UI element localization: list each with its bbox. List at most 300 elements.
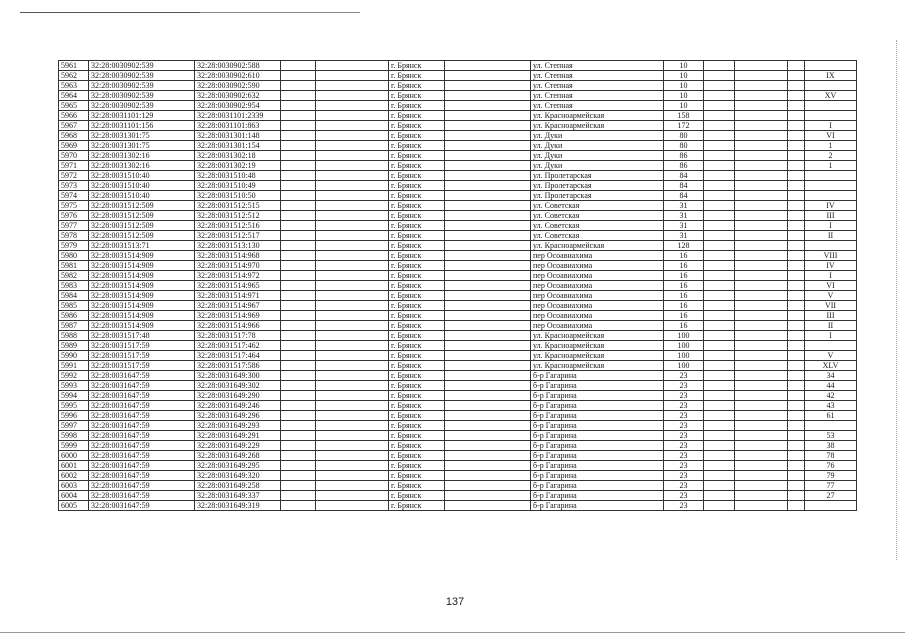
premises-number-cell: 27: [805, 491, 857, 501]
table-row: [59, 161, 857, 171]
empty-cell: [735, 231, 788, 241]
empty-cell: [735, 131, 788, 141]
premises-number-cell: III: [805, 311, 857, 321]
house-number-cell: 100: [664, 331, 704, 341]
house-number-cell: 23: [664, 451, 704, 461]
street-cell: б-р Гагарина: [531, 421, 664, 431]
empty-cell: [735, 81, 788, 91]
row-number: 5968: [59, 131, 89, 141]
empty-cell: [735, 151, 788, 161]
parcel-cadastral-number: 32:28:0031510:40: [89, 171, 195, 181]
table-row: [59, 461, 857, 471]
parcel-cadastral-number: 32:28:0031101:156: [89, 121, 195, 131]
object-cadastral-number: 32:28:0031512:515: [195, 201, 281, 211]
empty-cell: [316, 171, 389, 181]
empty-cell: [735, 431, 788, 441]
empty-cell: [735, 331, 788, 341]
object-cadastral-number: 32:28:0031649:290: [195, 391, 281, 401]
empty-cell: [316, 121, 389, 131]
house-number-cell: 23: [664, 381, 704, 391]
empty-cell: [735, 281, 788, 291]
empty-cell: [735, 491, 788, 501]
table-row: [59, 81, 857, 91]
object-cadastral-number: 32:28:0031514:968: [195, 251, 281, 261]
empty-cell: [316, 361, 389, 371]
city-cell: г. Брянск: [389, 81, 445, 91]
city-cell: г. Брянск: [389, 341, 445, 351]
street-cell: ул. Красноармейская: [531, 121, 664, 131]
house-number-cell: 10: [664, 71, 704, 81]
empty-cell: [281, 411, 316, 421]
house-number-cell: 23: [664, 501, 704, 511]
table-row: [59, 501, 857, 511]
parcel-cadastral-number: 32:28:0031517:59: [89, 361, 195, 371]
empty-cell: [316, 321, 389, 331]
city-cell: г. Брянск: [389, 191, 445, 201]
empty-cell: [788, 101, 805, 111]
empty-cell: [788, 241, 805, 251]
empty-cell: [704, 91, 735, 101]
parcel-cadastral-number: 32:28:0030902:539: [89, 71, 195, 81]
object-cadastral-number: 32:28:0031649:296: [195, 411, 281, 421]
street-cell: б-р Гагарина: [531, 471, 664, 481]
empty-cell: [281, 461, 316, 471]
parcel-cadastral-number: 32:28:0031514:909: [89, 311, 195, 321]
city-cell: г. Брянск: [389, 181, 445, 191]
empty-cell: [735, 101, 788, 111]
empty-cell: [445, 411, 531, 421]
table-row: [59, 281, 857, 291]
city-cell: г. Брянск: [389, 111, 445, 121]
object-cadastral-number: 32:28:0031101:863: [195, 121, 281, 131]
empty-cell: [704, 471, 735, 481]
object-cadastral-number: 32:28:0031649:319: [195, 501, 281, 511]
house-number-cell: 23: [664, 391, 704, 401]
street-cell: пер Осоавиахима: [531, 291, 664, 301]
object-cadastral-number: 32:28:0031510:48: [195, 171, 281, 181]
row-number: 5975: [59, 201, 89, 211]
premises-number-cell: 1: [805, 141, 857, 151]
empty-cell: [704, 201, 735, 211]
row-number: 5989: [59, 341, 89, 351]
empty-cell: [704, 231, 735, 241]
premises-number-cell: 42: [805, 391, 857, 401]
empty-cell: [788, 351, 805, 361]
city-cell: г. Брянск: [389, 71, 445, 81]
empty-cell: [704, 161, 735, 171]
empty-cell: [445, 301, 531, 311]
empty-cell: [445, 451, 531, 461]
row-number: 6001: [59, 461, 89, 471]
empty-cell: [445, 91, 531, 101]
empty-cell: [316, 431, 389, 441]
empty-cell: [281, 171, 316, 181]
empty-cell: [445, 141, 531, 151]
empty-cell: [704, 171, 735, 181]
empty-cell: [704, 191, 735, 201]
city-cell: г. Брянск: [389, 241, 445, 251]
empty-cell: [788, 171, 805, 181]
empty-cell: [445, 121, 531, 131]
empty-cell: [281, 371, 316, 381]
table-row: [59, 201, 857, 211]
empty-cell: [704, 461, 735, 471]
empty-cell: [281, 471, 316, 481]
empty-cell: [704, 71, 735, 81]
table-row: [59, 421, 857, 431]
empty-cell: [704, 271, 735, 281]
object-cadastral-number: 32:28:0031302:19: [195, 161, 281, 171]
street-cell: б-р Гагарина: [531, 431, 664, 441]
empty-cell: [704, 331, 735, 341]
table-row: [59, 451, 857, 461]
empty-cell: [704, 481, 735, 491]
object-cadastral-number: 32:28:0031517:462: [195, 341, 281, 351]
empty-cell: [445, 331, 531, 341]
city-cell: г. Брянск: [389, 281, 445, 291]
premises-number-cell: IV: [805, 261, 857, 271]
premises-number-cell: 53: [805, 431, 857, 441]
empty-cell: [788, 411, 805, 421]
table-row: [59, 361, 857, 371]
premises-number-cell: III: [805, 211, 857, 221]
table-row: [59, 101, 857, 111]
city-cell: г. Брянск: [389, 371, 445, 381]
house-number-cell: 158: [664, 111, 704, 121]
empty-cell: [735, 111, 788, 121]
empty-cell: [704, 131, 735, 141]
parcel-cadastral-number: 32:28:0031512:509: [89, 201, 195, 211]
object-cadastral-number: 32:28:0031510:50: [195, 191, 281, 201]
row-number: 5979: [59, 241, 89, 251]
parcel-cadastral-number: 32:28:0031514:909: [89, 321, 195, 331]
object-cadastral-number: 32:28:0031649:302: [195, 381, 281, 391]
row-number: 5985: [59, 301, 89, 311]
empty-cell: [281, 141, 316, 151]
empty-cell: [281, 381, 316, 391]
object-cadastral-number: 32:28:0031514:970: [195, 261, 281, 271]
empty-cell: [735, 211, 788, 221]
empty-cell: [316, 271, 389, 281]
empty-cell: [735, 171, 788, 181]
row-number: 6003: [59, 481, 89, 491]
empty-cell: [281, 251, 316, 261]
city-cell: г. Брянск: [389, 101, 445, 111]
premises-number-cell: 43: [805, 401, 857, 411]
house-number-cell: 16: [664, 261, 704, 271]
empty-cell: [316, 61, 389, 71]
empty-cell: [316, 181, 389, 191]
empty-cell: [445, 131, 531, 141]
empty-cell: [281, 181, 316, 191]
empty-cell: [281, 131, 316, 141]
premises-number-cell: I: [805, 121, 857, 131]
house-number-cell: 23: [664, 461, 704, 471]
empty-cell: [735, 201, 788, 211]
house-number-cell: 86: [664, 151, 704, 161]
empty-cell: [445, 201, 531, 211]
city-cell: г. Брянск: [389, 441, 445, 451]
city-cell: г. Брянск: [389, 121, 445, 131]
empty-cell: [281, 491, 316, 501]
street-cell: пер Осоавиахима: [531, 281, 664, 291]
street-cell: ул. Пролетарская: [531, 181, 664, 191]
empty-cell: [281, 151, 316, 161]
parcel-cadastral-number: 32:28:0031647:59: [89, 481, 195, 491]
street-cell: ул. Степная: [531, 61, 664, 71]
empty-cell: [735, 191, 788, 201]
empty-cell: [788, 301, 805, 311]
empty-cell: [788, 451, 805, 461]
empty-cell: [788, 71, 805, 81]
empty-cell: [788, 401, 805, 411]
parcel-cadastral-number: 32:28:0031101:129: [89, 111, 195, 121]
empty-cell: [788, 81, 805, 91]
empty-cell: [788, 261, 805, 271]
premises-number-cell: 34: [805, 371, 857, 381]
row-number: 5982: [59, 271, 89, 281]
row-number: 5994: [59, 391, 89, 401]
empty-cell: [735, 391, 788, 401]
parcel-cadastral-number: 32:28:0031647:59: [89, 501, 195, 511]
empty-cell: [788, 131, 805, 141]
empty-cell: [704, 321, 735, 331]
premises-number-cell: [805, 241, 857, 251]
parcel-cadastral-number: 32:28:0031512:509: [89, 231, 195, 241]
street-cell: б-р Гагарина: [531, 461, 664, 471]
city-cell: г. Брянск: [389, 311, 445, 321]
table-row: [59, 291, 857, 301]
empty-cell: [445, 171, 531, 181]
empty-cell: [281, 231, 316, 241]
premises-number-cell: IX: [805, 71, 857, 81]
house-number-cell: 23: [664, 491, 704, 501]
empty-cell: [735, 501, 788, 511]
empty-cell: [281, 261, 316, 271]
empty-cell: [704, 121, 735, 131]
empty-cell: [788, 291, 805, 301]
empty-cell: [704, 261, 735, 271]
city-cell: г. Брянск: [389, 451, 445, 461]
empty-cell: [735, 341, 788, 351]
empty-cell: [445, 151, 531, 161]
empty-cell: [704, 451, 735, 461]
object-cadastral-number: 32:28:0031649:295: [195, 461, 281, 471]
page-number: 137: [445, 596, 465, 608]
empty-cell: [445, 501, 531, 511]
parcel-cadastral-number: 32:28:0031510:40: [89, 191, 195, 201]
empty-cell: [316, 391, 389, 401]
parcel-cadastral-number: 32:28:0030902:539: [89, 101, 195, 111]
table-row: [59, 411, 857, 421]
row-number: 5981: [59, 261, 89, 271]
scan-top-rule-faint: [200, 12, 360, 13]
row-number: 5961: [59, 61, 89, 71]
city-cell: г. Брянск: [389, 331, 445, 341]
empty-cell: [704, 401, 735, 411]
empty-cell: [445, 271, 531, 281]
empty-cell: [704, 61, 735, 71]
empty-cell: [316, 91, 389, 101]
object-cadastral-number: 32:28:0031649:258: [195, 481, 281, 491]
parcel-cadastral-number: 32:28:0031517:59: [89, 351, 195, 361]
empty-cell: [445, 491, 531, 501]
empty-cell: [788, 161, 805, 171]
table-row: [59, 491, 857, 501]
table-row: [59, 351, 857, 361]
row-number: 6004: [59, 491, 89, 501]
empty-cell: [445, 111, 531, 121]
house-number-cell: 10: [664, 81, 704, 91]
house-number-cell: 16: [664, 321, 704, 331]
row-number: 5972: [59, 171, 89, 181]
table-row: [59, 121, 857, 131]
empty-cell: [735, 351, 788, 361]
street-cell: ул. Дуки: [531, 141, 664, 151]
row-number: 5993: [59, 381, 89, 391]
scan-right-edge-marks: [896, 40, 903, 560]
premises-number-cell: 61: [805, 411, 857, 421]
empty-cell: [788, 231, 805, 241]
empty-cell: [281, 91, 316, 101]
house-number-cell: 80: [664, 131, 704, 141]
empty-cell: [735, 401, 788, 411]
empty-cell: [281, 201, 316, 211]
street-cell: ул. Красноармейская: [531, 361, 664, 371]
city-cell: г. Брянск: [389, 401, 445, 411]
object-cadastral-number: 32:28:0031301:154: [195, 141, 281, 151]
table-row: [59, 381, 857, 391]
empty-cell: [735, 361, 788, 371]
empty-cell: [281, 441, 316, 451]
empty-cell: [735, 481, 788, 491]
empty-cell: [445, 401, 531, 411]
row-number: 5973: [59, 181, 89, 191]
empty-cell: [445, 481, 531, 491]
street-cell: б-р Гагарина: [531, 411, 664, 421]
empty-cell: [316, 71, 389, 81]
house-number-cell: 31: [664, 221, 704, 231]
house-number-cell: 100: [664, 341, 704, 351]
empty-cell: [445, 391, 531, 401]
empty-cell: [445, 431, 531, 441]
empty-cell: [735, 71, 788, 81]
street-cell: пер Осоавиахима: [531, 311, 664, 321]
object-cadastral-number: 32:28:0031649:229: [195, 441, 281, 451]
row-number: 5987: [59, 321, 89, 331]
row-number: 5967: [59, 121, 89, 131]
empty-cell: [788, 151, 805, 161]
empty-cell: [735, 321, 788, 331]
parcel-cadastral-number: 32:28:0031514:909: [89, 271, 195, 281]
empty-cell: [316, 491, 389, 501]
city-cell: г. Брянск: [389, 161, 445, 171]
premises-number-cell: [805, 171, 857, 181]
empty-cell: [316, 81, 389, 91]
empty-cell: [735, 271, 788, 281]
empty-cell: [281, 301, 316, 311]
empty-cell: [281, 281, 316, 291]
empty-cell: [788, 381, 805, 391]
street-cell: пер Осоавиахима: [531, 251, 664, 261]
empty-cell: [788, 311, 805, 321]
object-cadastral-number: 32:28:0031649:320: [195, 471, 281, 481]
empty-cell: [316, 161, 389, 171]
empty-cell: [788, 391, 805, 401]
parcel-cadastral-number: 32:28:0031514:909: [89, 261, 195, 271]
empty-cell: [445, 251, 531, 261]
parcel-cadastral-number: 32:28:0031647:59: [89, 371, 195, 381]
object-cadastral-number: 32:28:0031649:291: [195, 431, 281, 441]
empty-cell: [445, 231, 531, 241]
house-number-cell: 10: [664, 61, 704, 71]
row-number: 5978: [59, 231, 89, 241]
empty-cell: [788, 271, 805, 281]
table-row: [59, 401, 857, 411]
empty-cell: [445, 351, 531, 361]
city-cell: г. Брянск: [389, 391, 445, 401]
empty-cell: [788, 501, 805, 511]
empty-cell: [788, 421, 805, 431]
object-cadastral-number: 32:28:0031512:512: [195, 211, 281, 221]
empty-cell: [735, 221, 788, 231]
row-number: 5966: [59, 111, 89, 121]
registry-table: [58, 60, 857, 511]
object-cadastral-number: 32:28:0031514:971: [195, 291, 281, 301]
parcel-cadastral-number: 32:28:0031302:16: [89, 151, 195, 161]
row-number: 5974: [59, 191, 89, 201]
empty-cell: [704, 391, 735, 401]
city-cell: г. Брянск: [389, 91, 445, 101]
empty-cell: [788, 461, 805, 471]
empty-cell: [704, 81, 735, 91]
house-number-cell: 86: [664, 161, 704, 171]
empty-cell: [735, 471, 788, 481]
object-cadastral-number: 32:28:0031649:337: [195, 491, 281, 501]
object-cadastral-number: 32:28:0031514:967: [195, 301, 281, 311]
house-number-cell: 23: [664, 431, 704, 441]
table-row: [59, 251, 857, 261]
empty-cell: [735, 421, 788, 431]
empty-cell: [445, 381, 531, 391]
empty-cell: [281, 311, 316, 321]
city-cell: г. Брянск: [389, 261, 445, 271]
street-cell: ул. Советская: [531, 201, 664, 211]
table-row: [59, 141, 857, 151]
city-cell: г. Брянск: [389, 201, 445, 211]
street-cell: ул. Степная: [531, 91, 664, 101]
object-cadastral-number: 32:28:0031514:966: [195, 321, 281, 331]
street-cell: пер Осоавиахима: [531, 321, 664, 331]
street-cell: ул. Степная: [531, 81, 664, 91]
row-number: 5984: [59, 291, 89, 301]
city-cell: г. Брянск: [389, 291, 445, 301]
parcel-cadastral-number: 32:28:0031647:59: [89, 401, 195, 411]
object-cadastral-number: 32:28:0031101:2339: [195, 111, 281, 121]
row-number: 5964: [59, 91, 89, 101]
empty-cell: [281, 321, 316, 331]
empty-cell: [316, 421, 389, 431]
table-row: [59, 321, 857, 331]
empty-cell: [445, 161, 531, 171]
empty-cell: [445, 71, 531, 81]
empty-cell: [281, 191, 316, 201]
table-row: [59, 191, 857, 201]
street-cell: б-р Гагарина: [531, 391, 664, 401]
city-cell: г. Брянск: [389, 471, 445, 481]
empty-cell: [788, 111, 805, 121]
premises-number-cell: 2: [805, 151, 857, 161]
